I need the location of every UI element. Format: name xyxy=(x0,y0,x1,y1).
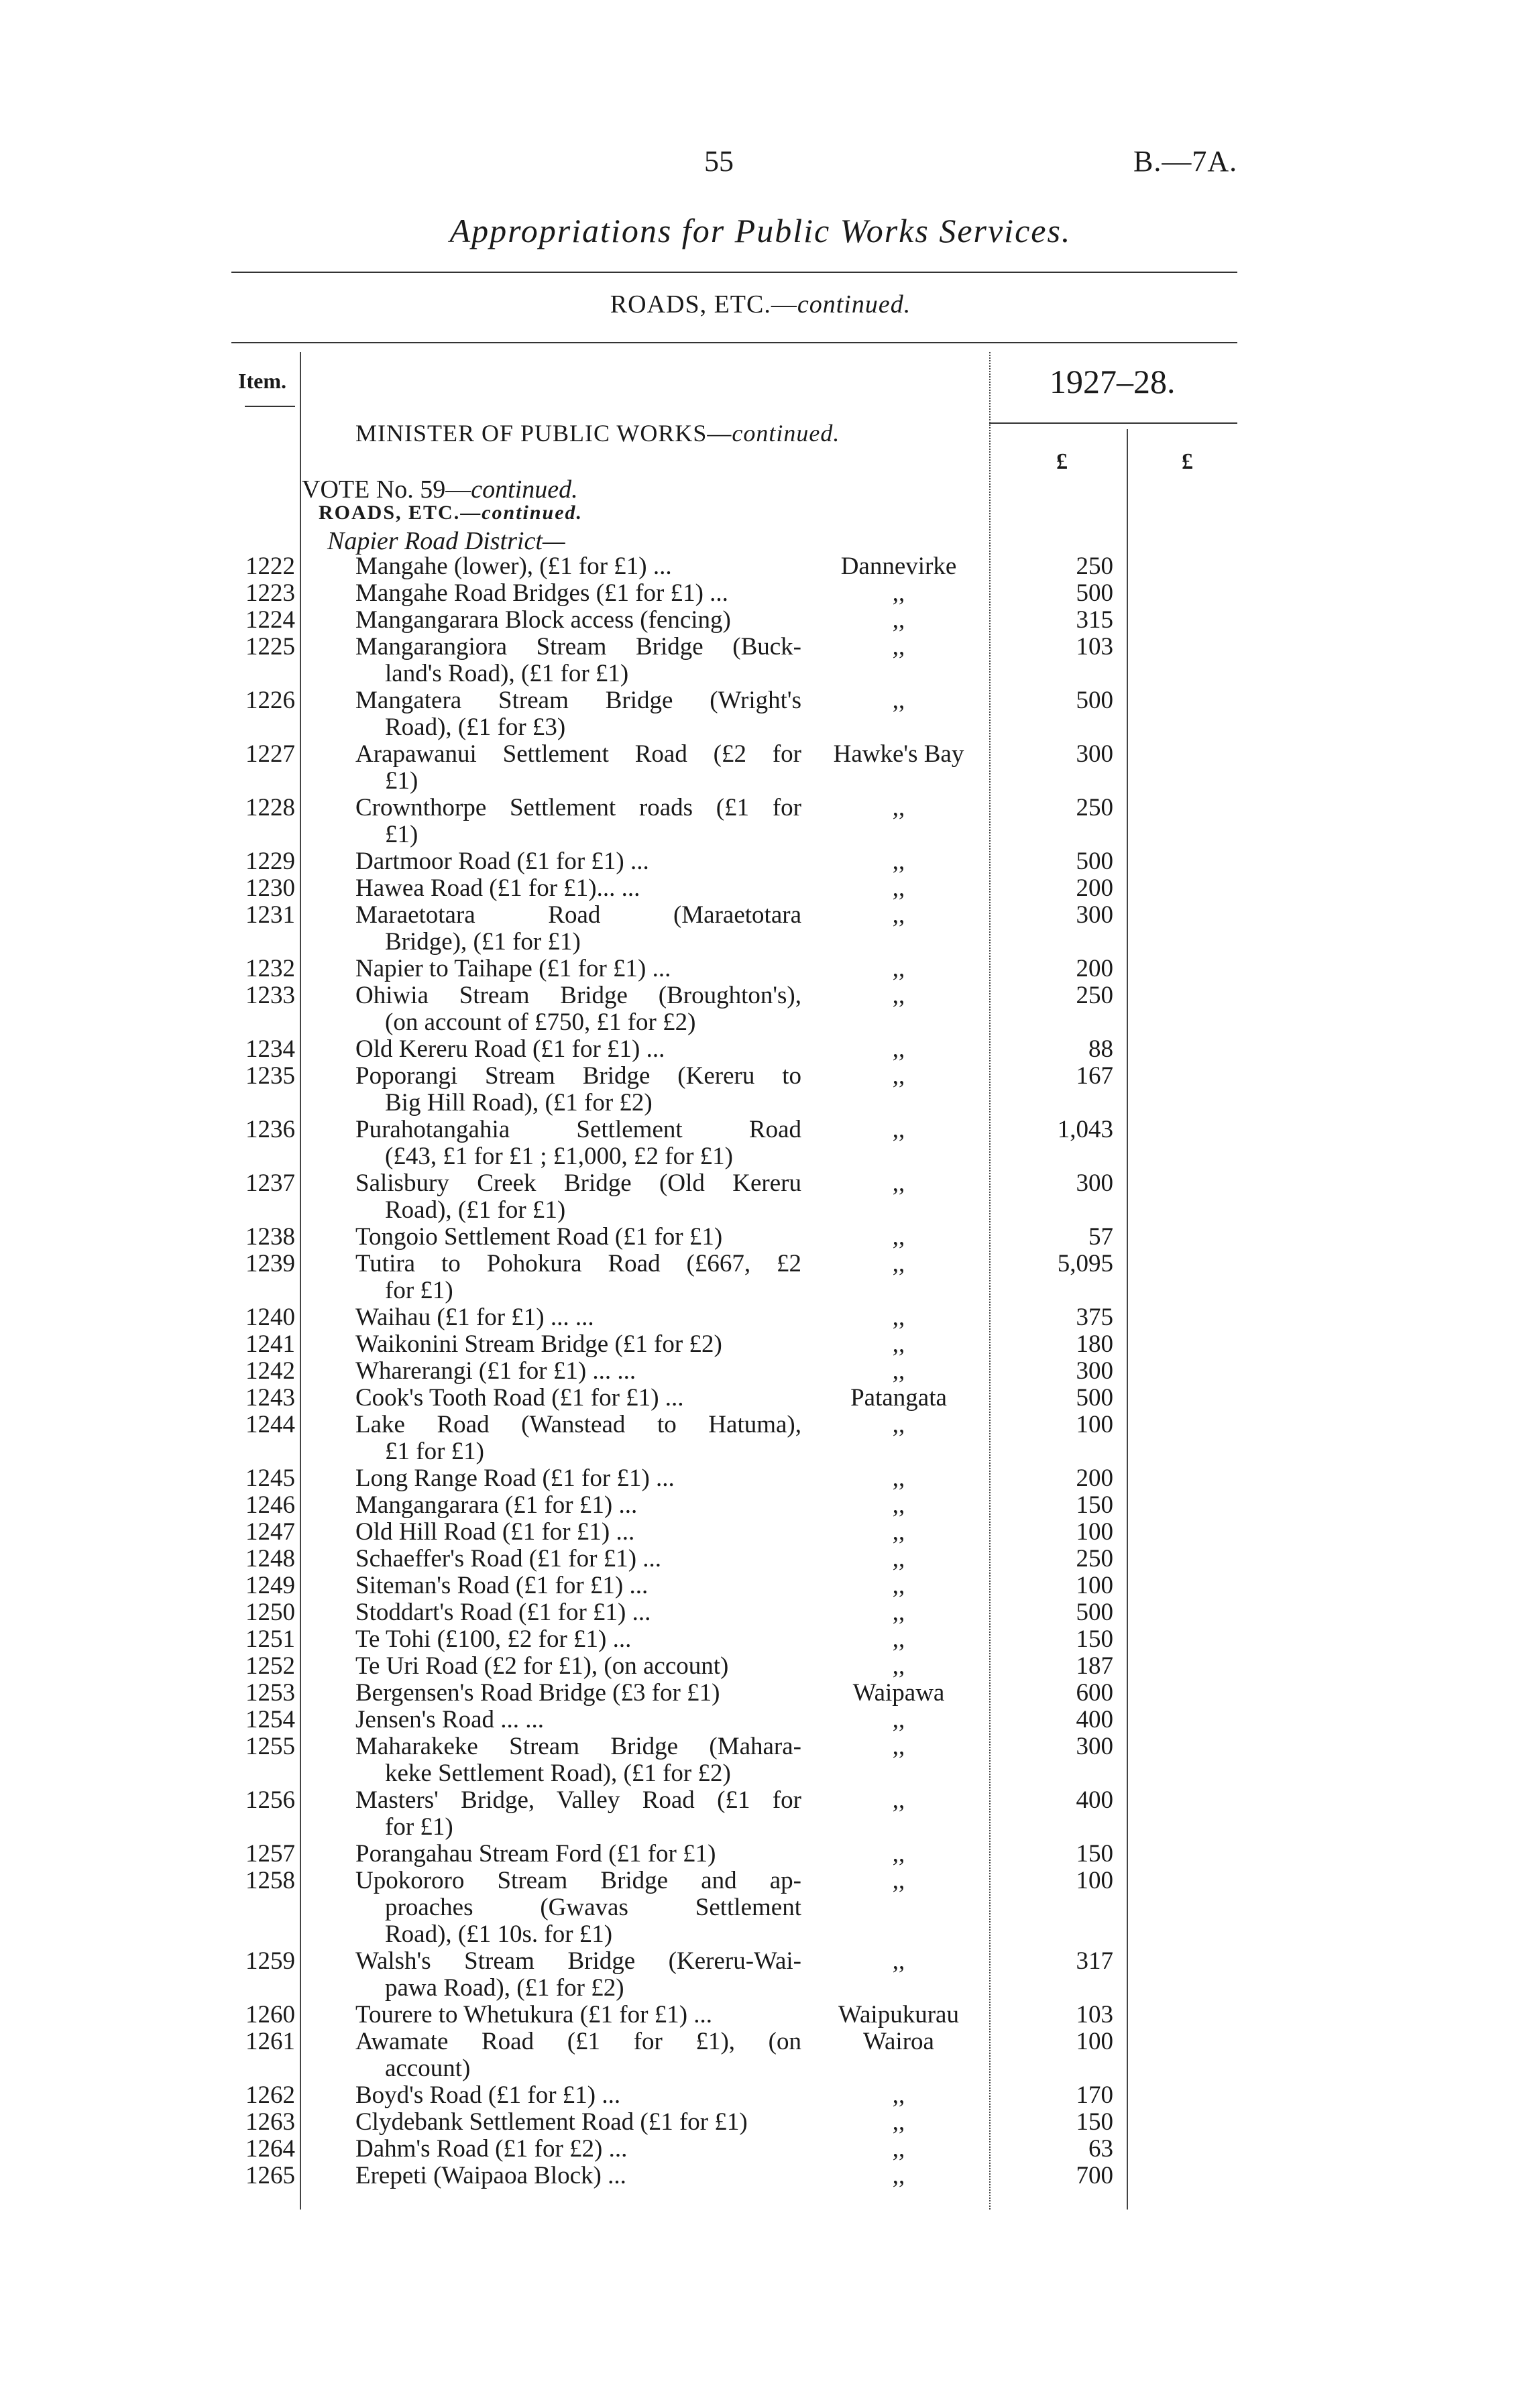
amount: 400 xyxy=(1076,1706,1113,1733)
amount: 103 xyxy=(1076,633,1113,661)
road-district-location: ,, xyxy=(892,1491,905,1519)
item-description xyxy=(355,1170,801,1224)
description-line: (on account of £750, £1 for £2) xyxy=(385,1009,696,1036)
item-number: 1254 xyxy=(245,1706,295,1733)
document-reference: B.—7A. xyxy=(1133,145,1238,178)
description-line: Boyd's Road (£1 for £1) ... xyxy=(355,2081,621,2109)
item-number: 1235 xyxy=(245,1062,295,1090)
amount: 317 xyxy=(1076,1947,1113,1975)
road-district-location: ,, xyxy=(892,2135,905,2163)
item-number: 1244 xyxy=(245,1411,295,1438)
item-description xyxy=(355,2163,801,2189)
description-line: Road), (£1 10s. for £1) xyxy=(385,1920,613,1948)
item-description xyxy=(355,875,801,902)
road-district-location: ,, xyxy=(892,2081,905,2109)
item-description xyxy=(355,1304,801,1331)
description-line: Road), (£1 for £1) xyxy=(385,1196,566,1224)
amount: 100 xyxy=(1076,1572,1113,1599)
amount: 187 xyxy=(1076,1652,1113,1680)
description-line: (£43, £1 for £1 ; £1,000, £2 for £1) xyxy=(385,1143,733,1170)
description-line: Masters' Bridge, Valley Road (£1 for xyxy=(355,1786,801,1814)
road-district-location: ,, xyxy=(892,1625,905,1653)
item-description xyxy=(355,1036,801,1063)
amount: 200 xyxy=(1076,874,1113,902)
item-number: 1252 xyxy=(245,1652,295,1680)
amount: 500 xyxy=(1076,579,1113,607)
item-description xyxy=(355,1385,801,1412)
item-number: 1249 xyxy=(245,1572,295,1599)
item-description xyxy=(355,2002,801,2028)
description-line: Tutira to Pohokura Road (£667, £2 xyxy=(355,1250,801,1277)
description-line: Mangahe (lower), (£1 for £1) ... xyxy=(355,553,672,580)
description-line: Tourere to Whetukura (£1 for £1) ... xyxy=(355,2001,713,2028)
vote-heading-main: VOTE No. 59— xyxy=(302,475,471,504)
item-description xyxy=(355,580,801,607)
item-description xyxy=(355,1465,801,1492)
amount: 167 xyxy=(1076,1062,1113,1090)
item-number: 1226 xyxy=(245,687,295,714)
item-number: 1250 xyxy=(245,1599,295,1626)
item-description xyxy=(355,1653,801,1680)
item-number: 1265 xyxy=(245,2162,295,2189)
item-number: 1260 xyxy=(245,2001,295,2028)
item-number: 1257 xyxy=(245,1840,295,1868)
description-line: Purahotangahia Settlement Road xyxy=(355,1116,801,1143)
amount: 700 xyxy=(1076,2162,1113,2189)
road-district-location: ,, xyxy=(892,1062,905,1090)
item-number: 1246 xyxy=(245,1491,295,1519)
item-number: 1231 xyxy=(245,901,295,929)
description-line: Siteman's Road (£1 for £1) ... xyxy=(355,1572,649,1599)
item-number: 1247 xyxy=(245,1518,295,1546)
road-district-location: ,, xyxy=(892,579,905,607)
road-district-location: ,, xyxy=(892,1786,905,1814)
year-column-header: 1927–28. xyxy=(1050,363,1176,400)
item-number: 1232 xyxy=(245,955,295,982)
description-line: Awamate Road (£1 for £1), (on xyxy=(355,2028,801,2055)
item-number: 1263 xyxy=(245,2108,295,2136)
item-number: 1229 xyxy=(245,848,295,875)
description-line: pawa Road), (£1 for £2) xyxy=(385,1974,624,2002)
amount: 100 xyxy=(1076,2028,1113,2055)
item-number: 1248 xyxy=(245,1545,295,1572)
road-district-location: ,, xyxy=(892,1116,905,1143)
description-line: Mangarangiora Stream Bridge (Buck- xyxy=(355,633,801,661)
item-description xyxy=(355,1519,801,1546)
page-number: 55 xyxy=(704,145,734,178)
road-district-location: ,, xyxy=(892,1706,905,1733)
item-number: 1242 xyxy=(245,1357,295,1385)
item-number: 1240 xyxy=(245,1304,295,1331)
item-description xyxy=(355,2028,801,2082)
description-line: Te Uri Road (£2 for £1), (on account) xyxy=(355,1652,729,1680)
item-description xyxy=(355,2136,801,2163)
item-description xyxy=(355,1599,801,1626)
description-line: Waikonini Stream Bridge (£1 for £2) xyxy=(355,1330,722,1358)
item-description xyxy=(355,956,801,982)
item-number: 1258 xyxy=(245,1867,295,1894)
description-line: Mangahe Road Bridges (£1 for £1) ... xyxy=(355,579,728,607)
description-line: Dahm's Road (£1 for £2) ... xyxy=(355,2135,628,2163)
road-district-location: ,, xyxy=(892,955,905,982)
description-line: Erepeti (Waipaoa Block) ... xyxy=(355,2162,626,2189)
amount: 500 xyxy=(1076,687,1113,714)
road-district-location: ,, xyxy=(892,1840,905,1868)
amount: 300 xyxy=(1076,1733,1113,1760)
description-line: Stoddart's Road (£1 for £1) ... xyxy=(355,1599,651,1626)
amount: 375 xyxy=(1076,1304,1113,1331)
amount: 100 xyxy=(1076,1518,1113,1546)
road-district-location: ,, xyxy=(892,1867,905,1894)
description-line: Old Kereru Road (£1 for £1) ... xyxy=(355,1035,665,1063)
item-number: 1236 xyxy=(245,1116,295,1143)
road-district-location: ,, xyxy=(892,1035,905,1063)
item-number: 1245 xyxy=(245,1465,295,1492)
road-district-location: ,, xyxy=(892,1652,905,1680)
amount: 250 xyxy=(1076,553,1113,580)
amount: 315 xyxy=(1076,606,1113,634)
description-line: £1) xyxy=(385,767,418,795)
description-line: Mangangarara (£1 for £1) ... xyxy=(355,1491,638,1519)
road-district-location: ,, xyxy=(892,1304,905,1331)
item-description xyxy=(355,2082,801,2109)
item-description xyxy=(355,1787,801,1841)
road-district-location: Waipukurau xyxy=(838,2001,959,2028)
road-district-location: ,, xyxy=(892,1250,905,1277)
item-description xyxy=(355,982,801,1036)
amount: 200 xyxy=(1076,1465,1113,1492)
road-district-location: ,, xyxy=(892,848,905,875)
amount: 500 xyxy=(1076,1599,1113,1626)
roads-subheading-italic: continued. xyxy=(482,502,583,524)
ministry-heading-italic: continued. xyxy=(732,420,840,447)
road-district-location: ,, xyxy=(892,1169,905,1197)
item-description xyxy=(355,1546,801,1572)
road-district-location: ,, xyxy=(892,1518,905,1546)
item-number: 1234 xyxy=(245,1035,295,1063)
road-district-location: ,, xyxy=(892,1947,905,1975)
description-line: Arapawanui Settlement Road (£2 for xyxy=(355,740,801,768)
roads-subheading-main: ROADS, ETC.— xyxy=(319,502,482,524)
item-column-header: Item. xyxy=(238,369,286,393)
item-description xyxy=(355,1224,801,1251)
page-title: Appropriations for Public Works Services. xyxy=(449,212,1072,249)
item-number: 1222 xyxy=(245,553,295,580)
item-number: 1230 xyxy=(245,874,295,902)
description-line: Jensen's Road ... ... xyxy=(355,1706,545,1733)
description-line: for £1) xyxy=(385,1813,453,1841)
item-description xyxy=(355,1868,801,1948)
description-line: Hawea Road (£1 for £1)... ... xyxy=(355,874,640,902)
item-number: 1223 xyxy=(245,579,295,607)
road-district-location: ,, xyxy=(892,794,905,821)
road-district-location: ,, xyxy=(892,1357,905,1385)
description-line: Crownthorpe Settlement roads (£1 for xyxy=(355,794,801,821)
amount: 57 xyxy=(1088,1223,1113,1251)
item-number: 1228 xyxy=(245,794,295,821)
description-line: for £1) xyxy=(385,1277,453,1304)
item-number: 1243 xyxy=(245,1384,295,1412)
description-line: Tongoio Settlement Road (£1 for £1) xyxy=(355,1223,723,1251)
item-description xyxy=(355,607,801,634)
road-district-location: Dannevirke xyxy=(840,553,957,580)
description-line: Poporangi Stream Bridge (Kereru to xyxy=(355,1062,801,1090)
description-line: Big Hill Road), (£1 for £2) xyxy=(385,1089,653,1116)
item-number: 1251 xyxy=(245,1625,295,1653)
item-description xyxy=(355,1572,801,1599)
item-description xyxy=(355,634,801,687)
amount: 500 xyxy=(1076,1384,1113,1412)
item-description xyxy=(355,1948,801,2002)
description-line: Schaeffer's Road (£1 for £1) ... xyxy=(355,1545,662,1572)
road-district-location: ,, xyxy=(892,2162,905,2189)
description-line: Te Tohi (£100, £2 for £1) ... xyxy=(355,1625,632,1653)
road-district-location: ,, xyxy=(892,1465,905,1492)
description-line: Salisbury Creek Bridge (Old Kereru xyxy=(355,1169,801,1197)
description-line: Clydebank Settlement Road (£1 for £1) xyxy=(355,2108,748,2136)
road-district-location: ,, xyxy=(892,606,905,634)
description-line: Lake Road (Wanstead to Hatuma), xyxy=(355,1411,801,1438)
item-description xyxy=(355,1841,801,1868)
road-district-location: ,, xyxy=(892,1330,905,1358)
road-district-location: Hawke's Bay xyxy=(833,740,964,768)
description-line: Wharerangi (£1 for £1) ... ... xyxy=(355,1357,636,1385)
item-number: 1264 xyxy=(245,2135,295,2163)
item-number: 1224 xyxy=(245,606,295,634)
amount: 150 xyxy=(1076,1625,1113,1653)
description-line: Napier to Taihape (£1 for £1) ... xyxy=(355,955,671,982)
description-line: Maharakeke Stream Bridge (Mahara- xyxy=(355,1733,801,1760)
road-district-location: Patangata xyxy=(850,1384,947,1412)
item-number: 1238 xyxy=(245,1223,295,1251)
currency-header-1: £ xyxy=(1056,449,1068,474)
vote-heading-italic: continued. xyxy=(471,475,578,504)
amount: 300 xyxy=(1076,1169,1113,1197)
amount: 180 xyxy=(1076,1330,1113,1358)
item-number: 1241 xyxy=(245,1330,295,1358)
item-description xyxy=(355,1063,801,1116)
road-district-location: ,, xyxy=(892,1599,905,1626)
item-number: 1227 xyxy=(245,740,295,768)
item-description xyxy=(355,1251,801,1304)
item-number: 1225 xyxy=(245,633,295,661)
road-district-location: ,, xyxy=(892,633,905,661)
item-description xyxy=(355,2109,801,2136)
description-line: Bridge), (£1 for £1) xyxy=(385,928,581,956)
item-description xyxy=(355,795,801,848)
amount: 300 xyxy=(1076,901,1113,929)
amount: 300 xyxy=(1076,1357,1113,1385)
amount: 170 xyxy=(1076,2081,1113,2109)
amount: 250 xyxy=(1076,1545,1113,1572)
district-heading: Napier Road District— xyxy=(327,527,565,555)
item-description xyxy=(355,1331,801,1358)
amount: 300 xyxy=(1076,740,1113,768)
road-district-location: ,, xyxy=(892,982,905,1009)
item-description xyxy=(355,1680,801,1707)
description-line: keke Settlement Road), (£1 for £2) xyxy=(385,1760,731,1787)
item-number: 1255 xyxy=(245,1733,295,1760)
item-number: 1256 xyxy=(245,1786,295,1814)
item-number: 1262 xyxy=(245,2081,295,2109)
road-district-location: Wairoa xyxy=(863,2028,934,2055)
amount: 150 xyxy=(1076,1840,1113,1868)
road-district-location: ,, xyxy=(892,1411,905,1438)
item-description xyxy=(355,1733,801,1787)
item-description xyxy=(355,902,801,956)
description-line: land's Road), (£1 for £1) xyxy=(385,660,629,687)
item-description xyxy=(355,1492,801,1519)
description-line: Maraetotara Road (Maraetotara xyxy=(355,901,801,929)
description-line: Road), (£1 for £3) xyxy=(385,713,566,741)
description-line: Bergensen's Road Bridge (£3 for £1) xyxy=(355,1679,720,1707)
description-line: Walsh's Stream Bridge (Kereru-Wai- xyxy=(355,1947,801,1975)
road-district-location: ,, xyxy=(892,874,905,902)
description-line: account) xyxy=(385,2055,471,2082)
section-heading-italic: continued. xyxy=(797,290,911,319)
amount: 100 xyxy=(1076,1411,1113,1438)
amount: 63 xyxy=(1088,2135,1113,2163)
amount: 103 xyxy=(1076,2001,1113,2028)
road-district-location: ,, xyxy=(892,687,905,714)
description-line: Ohiwia Stream Bridge (Broughton's), xyxy=(355,982,801,1009)
description-line: Long Range Road (£1 for £1) ... xyxy=(355,1465,675,1492)
item-description xyxy=(355,1358,801,1385)
item-description xyxy=(355,1707,801,1733)
road-district-location: ,, xyxy=(892,2108,905,2136)
description-line: £1 for £1) xyxy=(385,1438,484,1465)
road-district-location: Waipawa xyxy=(852,1679,945,1707)
road-district-location: ,, xyxy=(892,1733,905,1760)
item-number: 1237 xyxy=(245,1169,295,1197)
item-number: 1259 xyxy=(245,1947,295,1975)
item-number: 1253 xyxy=(245,1679,295,1707)
currency-header-2: £ xyxy=(1182,449,1193,474)
road-district-location: ,, xyxy=(892,1572,905,1599)
road-district-location: ,, xyxy=(892,1223,905,1251)
item-number: 1239 xyxy=(245,1250,295,1277)
description-line: Upokororo Stream Bridge and ap- xyxy=(355,1867,801,1894)
description-line: Old Hill Road (£1 for £1) ... xyxy=(355,1518,635,1546)
amount: 88 xyxy=(1088,1035,1113,1063)
amount: 5,095 xyxy=(1057,1250,1113,1277)
description-line: Porangahau Stream Ford (£1 for £1) xyxy=(355,1840,716,1868)
item-number: 1261 xyxy=(245,2028,295,2055)
road-district-location: ,, xyxy=(892,901,905,929)
item-description xyxy=(355,1116,801,1170)
item-description xyxy=(355,1626,801,1653)
description-line: Dartmoor Road (£1 for £1) ... xyxy=(355,848,649,875)
amount: 150 xyxy=(1076,1491,1113,1519)
description-line: Cook's Tooth Road (£1 for £1) ... xyxy=(355,1384,684,1412)
item-description xyxy=(355,1412,801,1465)
item-description xyxy=(355,741,801,795)
amount: 250 xyxy=(1076,982,1113,1009)
amount: 400 xyxy=(1076,1786,1113,1814)
amount: 1,043 xyxy=(1057,1116,1113,1143)
section-heading-main: ROADS, ETC.— xyxy=(610,290,797,319)
description-line: Mangangarara Block access (fencing) xyxy=(355,606,731,634)
item-description xyxy=(355,848,801,875)
amount: 200 xyxy=(1076,955,1113,982)
road-district-location: ,, xyxy=(892,1545,905,1572)
amount: 100 xyxy=(1076,1867,1113,1894)
item-description xyxy=(355,553,801,580)
amount: 600 xyxy=(1076,1679,1113,1707)
description-line: Mangatera Stream Bridge (Wright's xyxy=(355,687,801,714)
description-line: £1) xyxy=(385,821,418,848)
description-line: Waihau (£1 for £1) ... ... xyxy=(355,1304,594,1331)
amount: 250 xyxy=(1076,794,1113,821)
amount: 150 xyxy=(1076,2108,1113,2136)
item-number: 1233 xyxy=(245,982,295,1009)
ministry-heading-main: MINISTER OF PUBLIC WORKS— xyxy=(355,420,732,447)
amount: 500 xyxy=(1076,848,1113,875)
item-description xyxy=(355,687,801,741)
description-line: proaches (Gwavas Settlement xyxy=(385,1894,801,1921)
